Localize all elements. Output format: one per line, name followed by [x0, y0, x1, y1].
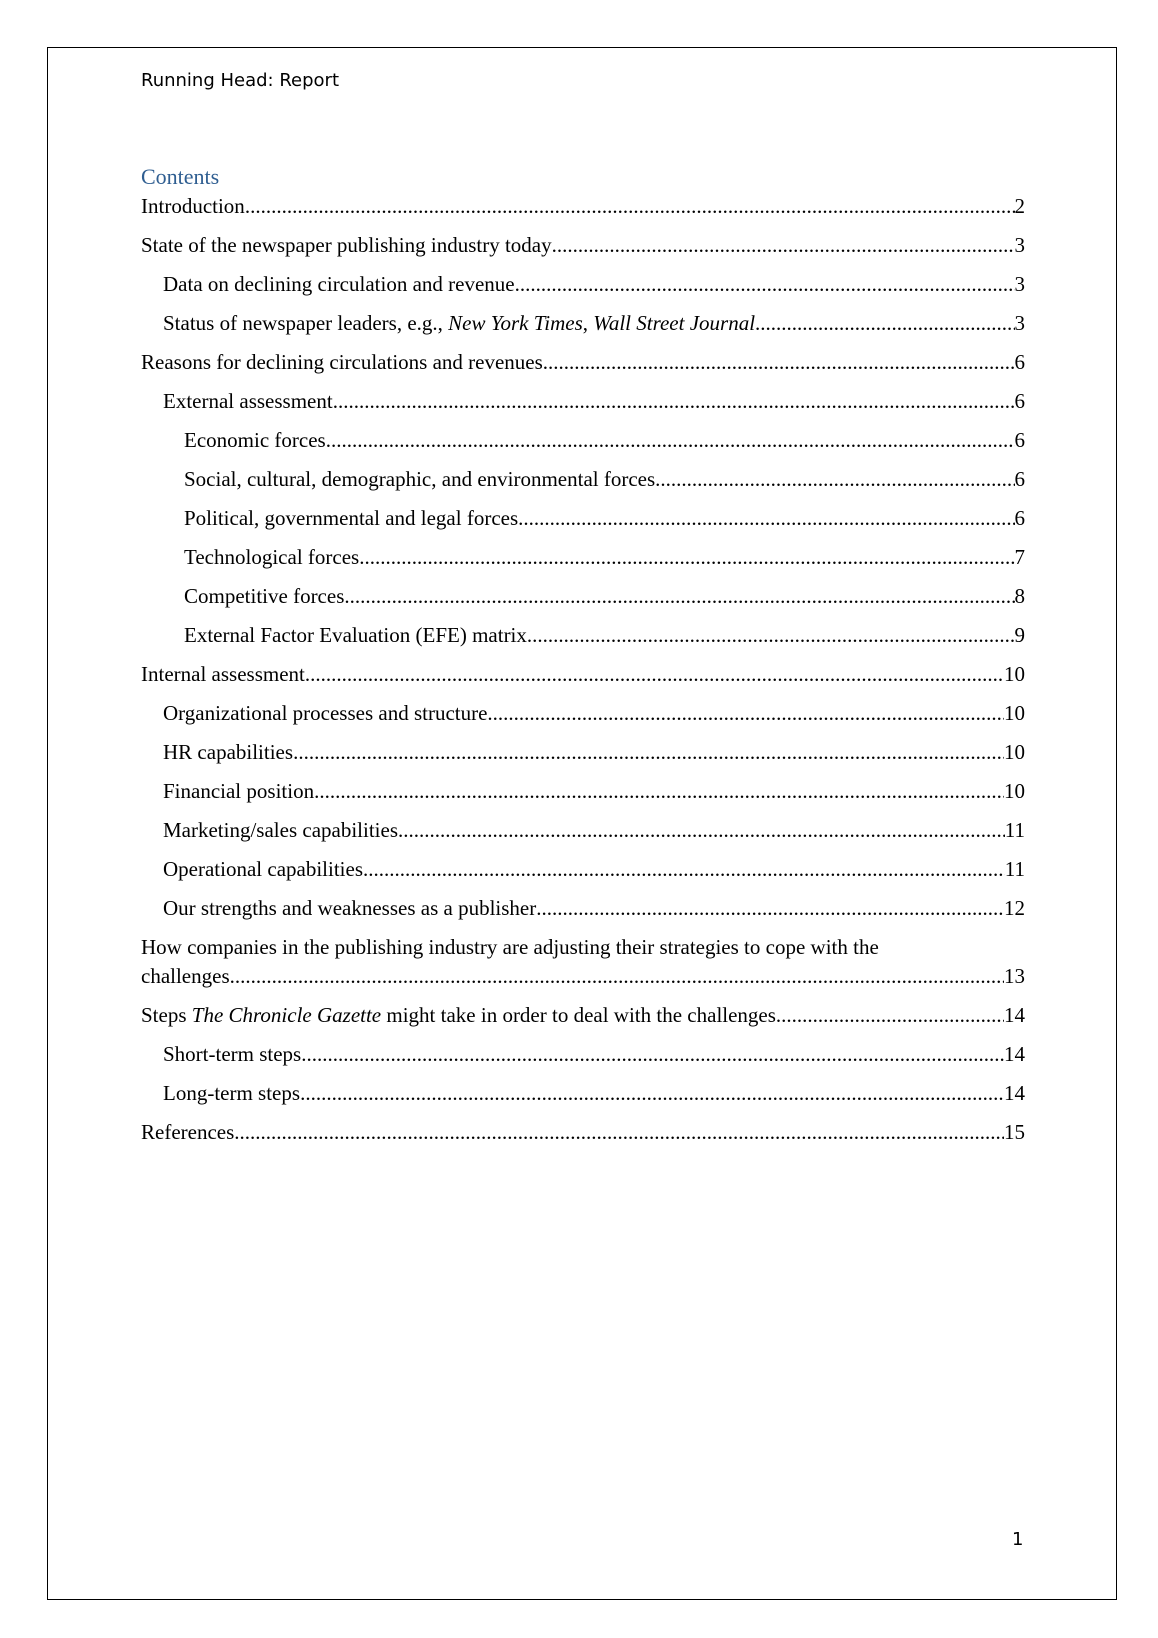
- toc-entry-external-assessment[interactable]: [141, 387, 1025, 416]
- toc-leader: [536, 894, 1004, 923]
- toc-entry-strengths-weaknesses[interactable]: [141, 894, 1025, 923]
- toc-entry-competitive-forces[interactable]: [141, 582, 1025, 611]
- toc-leader: [300, 1079, 1004, 1108]
- toc-entry-social-forces[interactable]: [141, 465, 1025, 494]
- toc-leader: [755, 309, 1014, 338]
- toc-entry-introduction[interactable]: [141, 192, 1025, 221]
- toc-leader: [314, 777, 1004, 806]
- toc-entry-text: HR capabilities: [163, 740, 294, 764]
- toc-leader: [230, 962, 1004, 991]
- toc-entry-state-of-industry[interactable]: [141, 231, 1025, 260]
- toc-entry-text: Marketing/sales capabilities: [163, 818, 399, 842]
- toc-entry-text: Long-term steps: [163, 1081, 301, 1105]
- toc-entry-text: Social, cultural, demographic, and environmental forces: [184, 467, 656, 491]
- toc-page-number: 11: [1004, 857, 1025, 881]
- toc-entry-reasons-declining[interactable]: [141, 348, 1025, 377]
- toc-entry-text: References: [141, 1120, 235, 1144]
- toc-leader: [518, 504, 1014, 533]
- toc-entry-separator: ,: [582, 311, 594, 335]
- toc-entry-text: Data on declining circulation and revenue: [163, 272, 515, 296]
- toc-leader: [333, 387, 1015, 416]
- toc-entry-text: Financial position: [163, 779, 315, 803]
- toc-page-number: 6: [1014, 428, 1025, 452]
- toc-entry-political-forces[interactable]: [141, 504, 1025, 533]
- toc-entry-economic-forces[interactable]: [141, 426, 1025, 455]
- toc-entry-text: Economic forces: [184, 428, 326, 452]
- toc-leader: [293, 738, 1004, 767]
- toc-entry-technological-forces[interactable]: [141, 543, 1025, 572]
- toc-page-number: 2: [1014, 194, 1025, 218]
- toc-page-number: 6: [1014, 350, 1025, 374]
- toc-entry-text: Reasons for declining circulations and revenues: [141, 350, 543, 374]
- toc-page-number: 14: [1004, 1003, 1025, 1027]
- toc-entry-steps-chronicle-gazette[interactable]: [141, 1001, 1025, 1030]
- table-of-contents: [141, 192, 1025, 1157]
- toc-page-number: 9: [1014, 623, 1025, 647]
- toc-leader: [305, 660, 1004, 689]
- toc-page-number: 6: [1014, 467, 1025, 491]
- toc-leader: [543, 348, 1015, 377]
- toc-page-number: 3: [1014, 272, 1025, 296]
- toc-entry-organizational-processes[interactable]: [141, 699, 1025, 728]
- toc-entry-short-term-steps[interactable]: [141, 1040, 1025, 1069]
- toc-leader: [776, 1001, 1004, 1030]
- toc-entry-text: Internal assessment: [141, 662, 305, 686]
- toc-page-number: 3: [1014, 233, 1025, 257]
- toc-entry-operational-capabilities[interactable]: [141, 855, 1025, 884]
- toc-title: Contents: [141, 164, 220, 189]
- toc-leader: [515, 270, 1015, 299]
- toc-entry-newspaper-leaders[interactable]: [141, 309, 1025, 338]
- toc-leader: [234, 1118, 1004, 1147]
- toc-entry-italic-nyt: New York Times: [448, 311, 583, 335]
- toc-entry-text: [163, 309, 755, 338]
- page-number: 1: [1012, 1529, 1024, 1550]
- toc-entry-text: State of the newspaper publishing industry today: [141, 233, 552, 257]
- toc-page-number: 8: [1014, 584, 1025, 608]
- toc-page-number: 6: [1014, 389, 1025, 413]
- toc-entry-text-line1: How companies in the publishing industry are adjusting their strategies to cope with the: [141, 935, 879, 959]
- toc-entry-text-pre: Steps: [141, 1003, 192, 1027]
- toc-leader: [359, 543, 1014, 572]
- toc-leader: [344, 582, 1014, 611]
- toc-entry-financial-position[interactable]: [141, 777, 1025, 806]
- toc-entry-text: Short-term steps: [163, 1042, 302, 1066]
- toc-entry-text: Technological forces: [184, 545, 360, 569]
- toc-entry-text: Operational capabilities: [163, 857, 364, 881]
- toc-leader: [487, 699, 1004, 728]
- toc-page-number: 10: [1004, 701, 1025, 725]
- toc-entry-italic-publication: The Chronicle Gazette: [191, 1003, 382, 1027]
- toc-page-number: 13: [1004, 964, 1025, 988]
- toc-entry-text: Organizational processes and structure: [163, 701, 488, 725]
- toc-leader: [527, 621, 1015, 650]
- toc-entry-hr-capabilities[interactable]: [141, 738, 1025, 767]
- toc-entry-italic-wsj: Wall Street Journal: [593, 311, 756, 335]
- toc-entry-text-line2: challenges: [141, 964, 230, 988]
- toc-entry-adjusting-strategies[interactable]: [141, 933, 1025, 991]
- toc-page-number: 12: [1004, 896, 1025, 920]
- toc-entry-internal-assessment[interactable]: [141, 660, 1025, 689]
- toc-page-number: 11: [1004, 818, 1025, 842]
- toc-leader: [398, 816, 1005, 845]
- toc-entry-text: Competitive forces: [184, 584, 345, 608]
- toc-entry-text: Introduction: [141, 194, 245, 218]
- toc-entry-declining-circulation-data[interactable]: [141, 270, 1025, 299]
- toc-entry-marketing-sales[interactable]: [141, 816, 1025, 845]
- toc-entry-text: External Factor Evaluation (EFE) matrix: [184, 623, 527, 647]
- toc-entry-long-term-steps[interactable]: [141, 1079, 1025, 1108]
- toc-entry-text: Our strengths and weaknesses as a publisher: [163, 896, 537, 920]
- toc-entry-text-pre: Status of newspaper leaders, e.g.,: [163, 311, 449, 335]
- toc-leader: [655, 465, 1014, 494]
- toc-page-number: 3: [1014, 311, 1025, 335]
- toc-entry-text: [141, 1001, 776, 1030]
- toc-entry-references[interactable]: [141, 1118, 1025, 1147]
- toc-entry-text: External assessment: [163, 389, 333, 413]
- toc-entry-text-post: might take in order to deal with the challenges: [381, 1003, 776, 1027]
- toc-page-number: 10: [1004, 740, 1025, 764]
- running-head: Running Head: Report: [141, 70, 339, 91]
- toc-entry-text: Political, governmental and legal forces: [184, 506, 519, 530]
- toc-page-number: 14: [1004, 1042, 1025, 1066]
- toc-leader: [301, 1040, 1004, 1069]
- toc-page-number: 15: [1004, 1120, 1025, 1144]
- toc-page-number: 7: [1014, 545, 1025, 569]
- toc-page-number: 14: [1004, 1081, 1025, 1105]
- toc-page-number: 10: [1004, 779, 1025, 803]
- toc-leader: [363, 855, 1005, 884]
- toc-leader: [326, 426, 1015, 455]
- toc-leader: [552, 231, 1015, 260]
- toc-leader: [245, 192, 1015, 221]
- toc-entry-efe-matrix[interactable]: [141, 621, 1025, 650]
- toc-page-number: 10: [1004, 662, 1025, 686]
- toc-page-number: 6: [1014, 506, 1025, 530]
